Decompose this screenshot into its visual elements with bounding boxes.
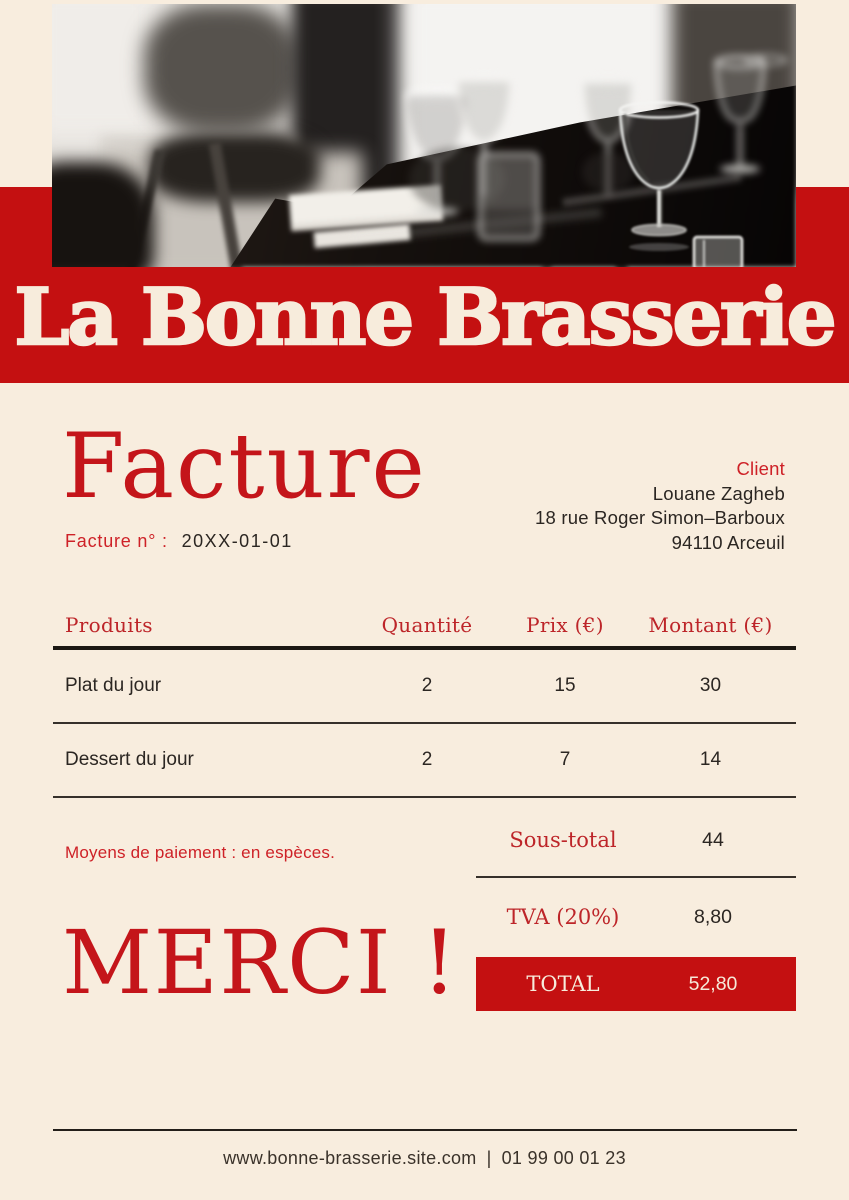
- column-header-produits: Produits: [65, 612, 153, 637]
- tumbler-glass-shape: [694, 237, 742, 267]
- table-row: [53, 650, 796, 724]
- totals-block: [476, 820, 796, 1011]
- invoice-number: [65, 531, 293, 552]
- restaurant-photo: [52, 4, 796, 267]
- client-label: Client: [736, 458, 785, 479]
- payment-note: Moyens de paiement : en espèces.: [65, 843, 336, 862]
- wine-glass-shape: [407, 56, 786, 240]
- tax-value: 8,80: [694, 906, 732, 928]
- invoice-number-value: 20XX-01-01: [181, 531, 293, 551]
- cell-quantite: 2: [421, 675, 433, 696]
- subtotal-row: [476, 820, 796, 878]
- total-label: TOTAL: [526, 971, 600, 996]
- cell-montant: 30: [699, 675, 722, 696]
- restaurant-name: La Bonne Brasserie: [14, 272, 835, 363]
- footer-website: www.bonne-brasserie.site.com: [223, 1148, 477, 1168]
- invoice-title: Facture: [62, 414, 427, 519]
- client-block: [535, 457, 785, 555]
- cell-prix: 15: [554, 675, 576, 696]
- cell-prix: 7: [559, 749, 571, 770]
- invoice-number-label: Facture n° :: [65, 531, 168, 551]
- cell-produit: Dessert du jour: [65, 749, 194, 770]
- glassware-illustration: [52, 4, 796, 267]
- thanks-message: MERCI !: [62, 911, 459, 1014]
- client-name: Louane Zagheb: [652, 482, 785, 504]
- column-header-montant: Montant (€): [648, 612, 773, 637]
- cell-produit: Plat du jour: [65, 675, 162, 696]
- client-city: 94110 Arceuil: [671, 531, 785, 553]
- table-row: [53, 724, 796, 798]
- client-address: 18 rue Roger Simon–Barboux: [535, 507, 785, 528]
- total-row: [476, 957, 796, 1011]
- items-header-row: [53, 603, 796, 650]
- total-value: 52,80: [688, 972, 738, 995]
- subtotal-label: Sous-total: [509, 828, 617, 852]
- footer-separator: |: [486, 1148, 492, 1168]
- cell-quantite: 2: [421, 749, 433, 770]
- column-header-prix: Prix (€): [526, 612, 604, 637]
- column-header-quantite: Quantité: [381, 612, 473, 637]
- footer-phone: 01 99 00 01 23: [501, 1148, 626, 1168]
- cell-montant: 14: [699, 749, 722, 770]
- footer: [0, 1148, 849, 1169]
- footer-divider: [53, 1129, 797, 1131]
- items-table: [53, 603, 796, 798]
- tax-row: [476, 878, 796, 929]
- subtotal-value: 44: [702, 829, 724, 851]
- tax-label: TVA (20%): [506, 905, 620, 929]
